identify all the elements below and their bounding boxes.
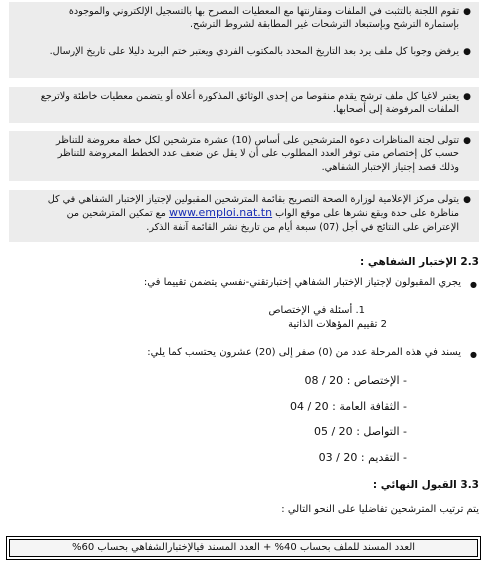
note-text: تتولى لجنة المناظرات دعوة المترشحين على أساس (10) عشرة مترشحين لكل خطة معروضة للتناظر حسب كل إختصاص متى توفر العدد المطلوب على أن لا يقل عن ضعف عدد الخطط المعروضة للتناظر وذلك قصد إجتياز الإختبار الشفاهي. bbox=[55, 135, 459, 173]
formula-box bbox=[6, 536, 481, 560]
score-row bbox=[290, 400, 407, 413]
note-verification bbox=[9, 2, 479, 44]
note-candidate-invitation bbox=[9, 131, 479, 181]
oral-intro-text: يجري المقبولون لإجتياز الإختبار الشفاهي إختبارتقني-نفسي يتضمن تقييما في: bbox=[143, 277, 461, 288]
bullet-icon: ● bbox=[470, 350, 477, 359]
score-row bbox=[319, 451, 407, 464]
score-value: 08 / 20 bbox=[304, 374, 344, 387]
bullet-icon: ● bbox=[470, 280, 477, 289]
note-text: يرفض وجوبا كل ملف يرد بعد التاريخ المحدد بالمكتوب الفردي ويعتبر ختم البريد دليلا على تاريخ الإرسال. bbox=[49, 46, 459, 57]
section-oral-heading: 2.3 الإختبار الشفاهي : bbox=[360, 256, 479, 268]
bullet-icon: ● bbox=[463, 195, 471, 205]
note-publication bbox=[9, 190, 479, 242]
note-text: يعتبر لاغيا كل ملف ترشح يقدم منقوصا من إحدى الوثائق المذكورة أعلاه أو يتضمن معطيات خاطئة ولاترجع الملفات المرفوضة إلى أصحابها. bbox=[40, 91, 459, 116]
oral-item: 2 تقييم المؤهلات الذاتية bbox=[288, 319, 387, 330]
bullet-icon: ● bbox=[463, 136, 471, 146]
score-label: - الإختصاص : bbox=[346, 374, 407, 387]
score-value: 04 / 20 bbox=[289, 400, 329, 413]
scale-text: يسند في هذه المرحلة عدد من (0) صفر إلى (20) عشرون يحتسب كما يلي: bbox=[147, 347, 461, 358]
formula-text: العدد المسند للملف بحساب 40% + العدد المسند فيالإختبارالشفاهي بحساب 60% bbox=[9, 539, 478, 557]
final-text: يتم ترتيب المترشحين تفاضليا على النحو التالي : bbox=[281, 504, 479, 515]
emploi-website-link[interactable]: www.emploi.nat.tn bbox=[169, 206, 273, 220]
score-label: - التواصل : bbox=[356, 425, 407, 438]
bullet-icon: ● bbox=[463, 92, 471, 102]
score-row bbox=[314, 425, 407, 438]
score-value: 03 / 20 bbox=[318, 451, 358, 464]
score-label: - الثقافة العامة : bbox=[332, 400, 407, 413]
section-final-heading: 3.3 القبول النهائي : bbox=[372, 479, 479, 491]
oral-item: 1. أسئلة في الإختصاص bbox=[268, 305, 365, 316]
note-late-files bbox=[9, 42, 479, 78]
bullet-icon: ● bbox=[463, 47, 471, 57]
note-text: تقوم اللجنة بالتثبت في الملفات ومقارنتها مع المعطيات المصرح بها بالتسجيل الإلكتروني والموجودة بإستمارة الترشح وبإستبعاد الترشحات غير المطابقة لشروط الترشح. bbox=[68, 6, 459, 31]
note-incomplete-files bbox=[9, 87, 479, 123]
note-text-before: يتولى مركز الإعلامية لوزارة الصحة التصريح بقائمة المترشحين المقبولين لإجتياز الإختبار الشفاهي في كل مناظرة على حدة ويقع نشرها على موقع الواب bbox=[47, 194, 459, 220]
score-label: - التقديم : bbox=[360, 451, 407, 464]
score-row bbox=[304, 374, 407, 387]
bullet-icon: ● bbox=[463, 7, 471, 17]
note-text-after: مع تمكين المترشحين من الإعتراض على النتائج في أجل (07) سبعة أيام من تاريخ نشر القائمة آنفة الذكر. bbox=[66, 208, 459, 233]
score-value: 05 / 20 bbox=[313, 425, 353, 438]
